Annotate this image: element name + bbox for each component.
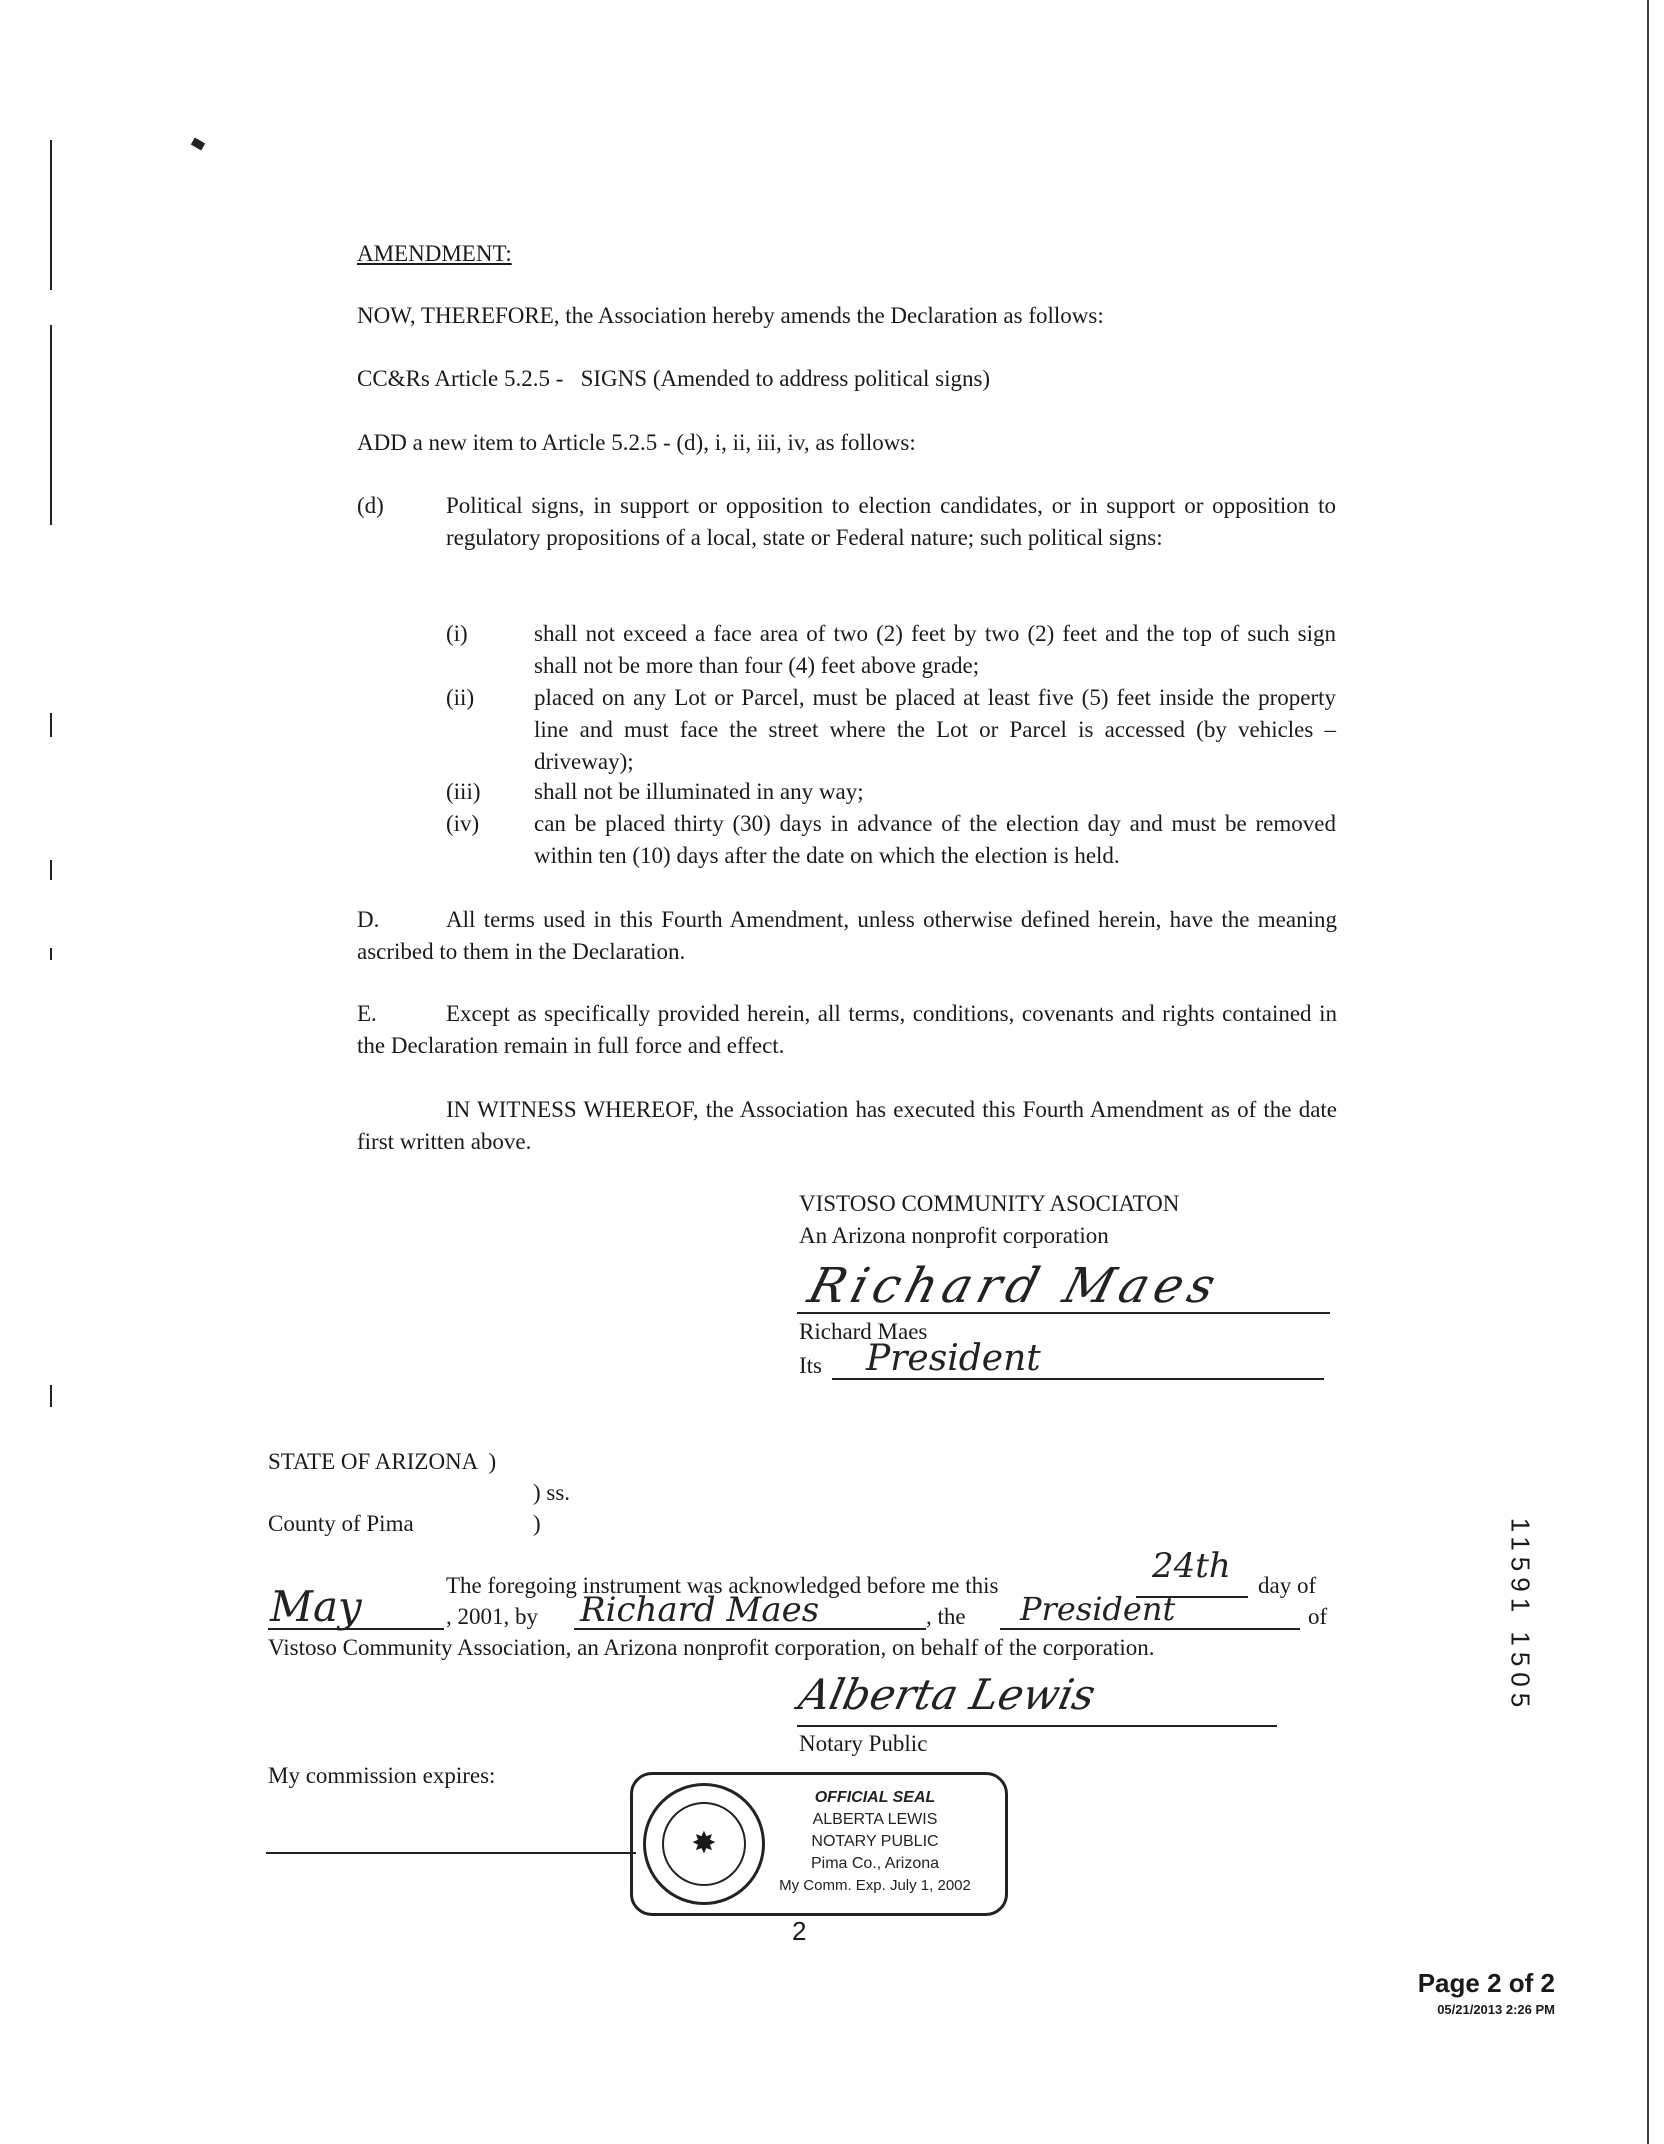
margin-mark — [50, 1385, 52, 1407]
paragraph-e-label: E. — [357, 1001, 377, 1026]
stamp-name: ALBERTA LEWIS — [812, 1811, 938, 1828]
margin-mark — [50, 325, 52, 345]
president-signature: Richard Maes — [802, 1258, 1228, 1314]
margin-mark — [50, 713, 52, 737]
paragraph-d — [357, 904, 1337, 968]
signature-line — [797, 1312, 1330, 1314]
paragraph-d-text: All terms used in this Fourth Amendment, unless otherwise defined herein, have the meaning ascribed to them in the Declaration. — [357, 907, 1337, 964]
intro-text: NOW, THEREFORE, the Association hereby amends the Declaration as follows: — [357, 303, 1104, 328]
paragraph-e-text: Except as specifically provided herein, all terms, conditions, covenants and rights contained in the Declaration remain in full force and effect. — [357, 1001, 1337, 1058]
its-label: Its — [799, 1353, 822, 1378]
ack-line-1: The foregoing instrument was acknowledged before me this — [446, 1573, 999, 1598]
month-line — [268, 1628, 444, 1630]
of-text: of — [1308, 1604, 1328, 1629]
margin-mark — [50, 140, 52, 290]
commission-line — [266, 1852, 636, 1854]
org-name: VISTOSO COMMUNITY ASOCIATON — [799, 1191, 1180, 1216]
stamp-text — [775, 1787, 975, 1897]
subitem-text: can be placed thirty (30) days in advance of the election day and must be removed within ten (10) days after the date on which the election is held. — [534, 811, 1336, 868]
month-handwritten: May — [270, 1582, 362, 1631]
ack-line-2: Vistoso Community Association, an Arizona nonprofit corporation, on behalf of the corporation. — [268, 1635, 1155, 1660]
stamp-title: OFFICIAL SEAL — [814, 1789, 936, 1806]
day-of: day of — [1258, 1573, 1317, 1598]
subitem-label: (iv) — [446, 811, 480, 836]
paragraph-d-label: D. — [357, 907, 380, 932]
stamp-county: Pima Co., Arizona — [810, 1855, 940, 1872]
signer-name: Richard Maes — [799, 1319, 928, 1344]
ss-line: ) ss. — [533, 1480, 571, 1505]
footer-timestamp: 05/21/2013 2:26 PM — [1437, 2002, 1555, 2017]
notary-signature: Alberta Lewis — [794, 1670, 1100, 1719]
commission-label: My commission expires: — [268, 1763, 496, 1788]
the-text: , the — [926, 1604, 966, 1629]
heading: AMENDMENT: — [357, 241, 512, 266]
footer-page: Page 2 of 2 — [1417, 1968, 1555, 1998]
stamp-expiry: My Comm. Exp. July 1, 2002 — [779, 1877, 971, 1894]
state-line: STATE OF ARIZONA ) — [268, 1449, 497, 1474]
paragraph-e — [357, 998, 1337, 1062]
title-hw-notary: President — [1020, 1590, 1176, 1628]
subitem-text: shall not exceed a face area of two (2) feet by two (2) feet and the top of such sign shall not be more than four (4) feet above grade; — [534, 621, 1336, 678]
item-d-text: Political signs, in support or opposition to election candidates, or in support or opposition to regulatory propositions of a local, state or Federal nature; such political signs: — [446, 493, 1336, 550]
notary-stamp — [630, 1772, 1008, 1916]
notary-signature-line — [797, 1725, 1277, 1727]
margin-mark — [50, 948, 52, 960]
county-line: County of Pima — [268, 1511, 414, 1536]
title-handwritten: President — [866, 1338, 1041, 1379]
item-d-label: (d) — [357, 493, 384, 518]
its-line — [832, 1378, 1324, 1380]
by-line — [574, 1628, 926, 1630]
county-paren: ) — [533, 1511, 541, 1536]
notary-label: Notary Public — [799, 1731, 928, 1756]
scan-speck — [191, 138, 205, 151]
state-seal-icon — [643, 1783, 765, 1905]
margin-mark — [50, 860, 52, 880]
subitem-label: (ii) — [446, 685, 475, 710]
subitem-text: placed on any Lot or Parcel, must be placed at least five (5) feet inside the property line and must face the street where the Lot or Parcel is accessed (by vehicles – driveway); — [534, 685, 1336, 774]
org-type: An Arizona nonprofit corporation — [799, 1223, 1109, 1248]
witness-text: IN WITNESS WHEREOF, the Association has executed this Fourth Amendment as of the date first written above. — [357, 1097, 1337, 1154]
seal-star-icon: ✸ — [691, 1827, 717, 1860]
recording-number: 11591 1505 — [1505, 1517, 1536, 1714]
by-handwritten: Richard Maes — [580, 1590, 820, 1630]
page-number: 2 — [792, 1916, 807, 1946]
scan-edge-line — [1647, 0, 1649, 2144]
day-handwritten: 24th — [1152, 1546, 1231, 1586]
subitem-label: (iii) — [446, 779, 481, 804]
title-line — [1000, 1628, 1300, 1630]
add-item-text: ADD a new item to Article 5.2.5 - (d), i, ii, iii, iv, as follows: — [357, 430, 916, 455]
subitem-label: (i) — [446, 621, 468, 646]
margin-mark — [50, 345, 52, 525]
article-text: CC&Rs Article 5.2.5 - SIGNS (Amended to address political signs) — [357, 366, 991, 391]
year-by: , 2001, by — [446, 1604, 538, 1629]
subitem-text: shall not be illuminated in any way; — [534, 779, 864, 804]
stamp-notary: NOTARY PUBLIC — [811, 1833, 939, 1850]
